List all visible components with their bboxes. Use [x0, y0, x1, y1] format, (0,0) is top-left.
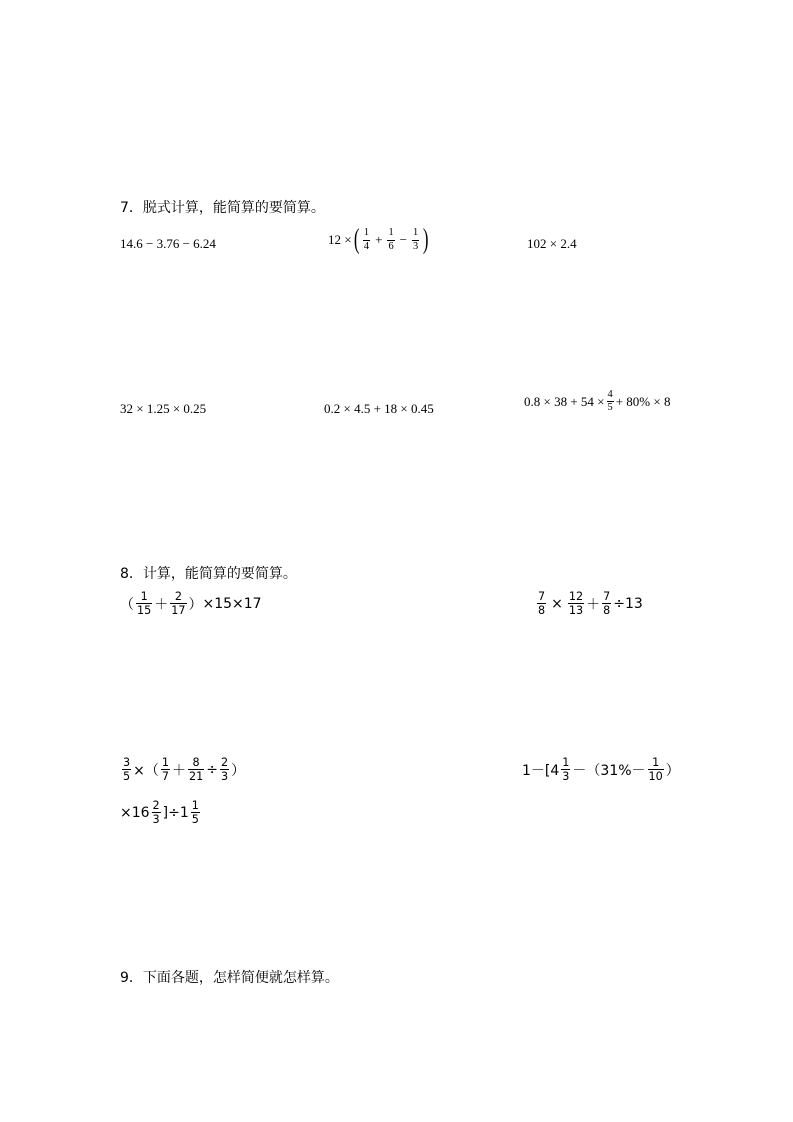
q8-p1-tail: ×15×17 [202, 595, 262, 612]
numerator: 2 [220, 756, 229, 769]
q7-problem-6 [524, 390, 670, 414]
denominator: 17 [171, 604, 186, 618]
q8-problem-4 [522, 757, 680, 782]
fraction [188, 757, 204, 782]
fraction [568, 591, 584, 616]
denominator: 8 [538, 604, 546, 618]
fraction [602, 591, 611, 616]
q7-problem-1: 14.6 − 3.76 − 6.24 [120, 236, 216, 251]
denominator: 3 [152, 813, 160, 827]
right-paren: ） [188, 596, 203, 613]
denominator: 13 [568, 604, 584, 618]
operator: ×（ [133, 762, 159, 779]
left-paren: （ [120, 596, 134, 613]
q7-problem-3: 102 × 2.4 [527, 236, 577, 251]
q8-problem-3-continued [120, 800, 202, 825]
numerator: 1 [140, 590, 148, 603]
numerator: 2 [152, 799, 160, 812]
q9-heading: 9．下面各题，怎样简便就怎样算。 [120, 970, 339, 986]
q7-p6-lead: 0.8 × 38 + 54 × [524, 393, 605, 409]
fraction [122, 757, 131, 782]
fraction [412, 228, 419, 252]
numerator: 3 [123, 756, 131, 769]
q8-p4-mid: －（31%－ [572, 762, 646, 779]
fraction [363, 228, 370, 252]
q8-problem-1 [120, 591, 262, 616]
denominator: 10 [648, 770, 663, 784]
denominator: 5 [123, 770, 131, 784]
operator: + [375, 232, 383, 247]
q8-problem-2 [535, 591, 643, 616]
denominator: 5 [607, 402, 613, 414]
numerator: 1 [363, 227, 370, 239]
fraction [648, 757, 664, 782]
denominator: 8 [603, 604, 611, 618]
numerator: 1 [652, 756, 660, 769]
numerator: 2 [174, 590, 182, 603]
fraction [136, 591, 152, 616]
q8-p4-lead: 1－[4 [522, 762, 560, 779]
left-paren: ( [353, 224, 360, 255]
q7-heading: 7．脱式计算，能简算的要简算。 [120, 200, 325, 216]
fraction [561, 757, 570, 782]
numerator: 4 [607, 389, 613, 400]
right-paren: ) [423, 224, 429, 255]
q7-problem-4: 32 × 1.25 × 0.25 [120, 401, 207, 416]
fraction [537, 591, 546, 616]
numerator: 7 [538, 590, 546, 603]
q7-problem-2 [328, 226, 431, 254]
fraction [152, 800, 161, 825]
q7-problem-5: 0.2 × 4.5 + 18 × 0.45 [324, 401, 434, 416]
numerator: 1 [388, 227, 394, 239]
numerator: 8 [192, 756, 200, 769]
q8-problem-3 [120, 757, 245, 782]
q8-heading: 8．计算，能简算的要简算。 [120, 566, 297, 582]
numerator: 1 [191, 799, 199, 812]
operator: ÷ [206, 761, 218, 778]
numerator: 1 [413, 227, 419, 239]
right-paren: ） [231, 762, 246, 779]
operator: ＋ [171, 762, 186, 779]
denominator: 3 [562, 770, 570, 784]
numerator: 7 [603, 590, 611, 603]
denominator: 3 [220, 770, 229, 784]
fraction [191, 800, 200, 825]
denominator: 7 [161, 770, 169, 784]
operator: × [551, 595, 563, 612]
q7-p2-lead: 12 × [328, 232, 352, 247]
denominator: 6 [388, 240, 394, 252]
operator: − [399, 232, 408, 247]
fraction [607, 390, 614, 414]
numerator: 1 [562, 756, 570, 769]
denominator: 5 [191, 813, 199, 827]
right-paren: ） [665, 762, 680, 779]
numerator: 12 [568, 590, 584, 603]
denominator: 4 [363, 240, 370, 252]
fraction [170, 591, 186, 616]
operator: ＋ [154, 596, 169, 613]
q8-p4b-lead: ×16 [120, 804, 150, 821]
numerator: 1 [161, 756, 169, 769]
q8-p4b-mid: ]÷1 [162, 804, 189, 821]
fraction [387, 228, 394, 252]
denominator: 15 [137, 604, 152, 618]
q8-p2-tail: ÷13 [613, 595, 643, 612]
fraction [161, 757, 170, 782]
denominator: 21 [188, 770, 204, 784]
denominator: 3 [413, 240, 419, 252]
operator: ＋ [586, 596, 601, 613]
q7-p6-tail: + 80% × 8 [615, 393, 671, 409]
fraction [220, 757, 229, 782]
